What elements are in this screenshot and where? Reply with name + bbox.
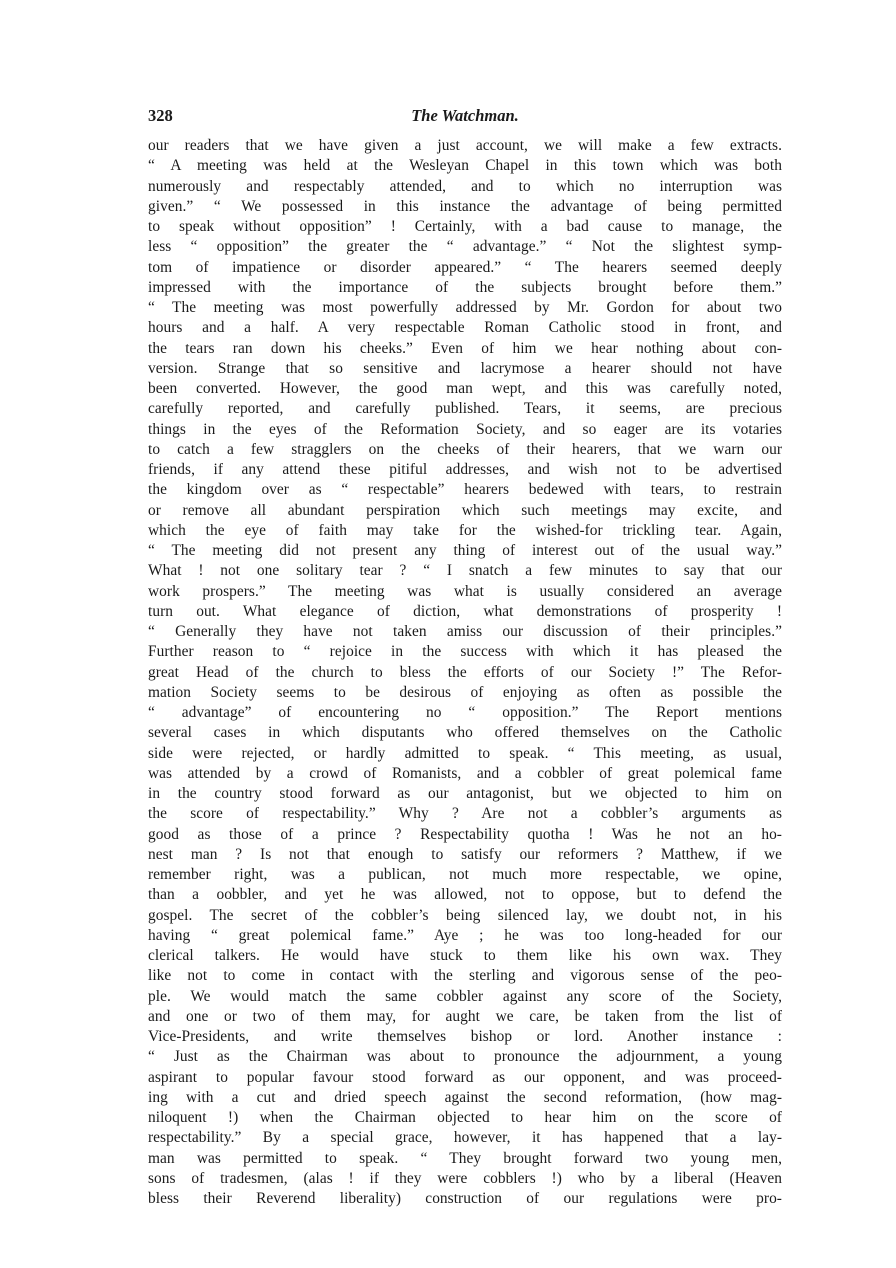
text-line: gospel. The secret of the cobbler’s being silenced lay, we doubt not, in his <box>148 906 782 924</box>
text-line: “ Generally they have not taken amiss our discussion of their principles.” <box>148 623 782 640</box>
running-title: The Watchman. <box>411 106 519 125</box>
text-line: side were rejected, or hardly admitted to speak. “ This meeting, as usual, <box>148 744 782 762</box>
text-line: version. Strange that so sensitive and lacrymose a hearer should not have <box>148 359 782 377</box>
text-line: our readers that we have given a just account, we will make a few extracts. <box>148 137 782 154</box>
text-line: remember right, was a publican, not much more respectable, we opine, <box>148 866 782 883</box>
text-line: What ! not one solitary tear ? “ I snatch a few minutes to say that our <box>148 562 782 580</box>
text-line: “ Just as the Chairman was about to pronounce the adjournment, a young <box>148 1048 782 1066</box>
text-line: friends, if any attend these pitiful addresses, and wish not to be advertised <box>148 461 782 478</box>
text-line: having “ great polemical fame.” Aye ; he was too long-headed for our <box>148 926 782 944</box>
body-text <box>148 136 782 1209</box>
page-number: 328 <box>148 106 173 125</box>
text-line: respectability.” By a special grace, however, it has happened that a lay- <box>148 1129 782 1147</box>
text-line: Further reason to “ rejoice in the success with which it has pleased the <box>148 643 782 661</box>
text-line: man was permitted to speak. “ They brought forward two young men, <box>148 1149 782 1167</box>
text-line: tom of impatience or disorder appeared.” “ The hearers seemed deeply <box>148 258 782 276</box>
text-line: and one or two of them may, for aught we care, be taken from the list of <box>148 1007 782 1025</box>
text-line: the tears ran down his cheeks.” Even of him we hear nothing about con- <box>148 339 782 357</box>
text-line: which the eye of faith may take for the wished-for trickling tear. Again, <box>148 521 782 539</box>
text-line: “ The meeting was most powerfully addressed by Mr. Gordon for about two <box>148 299 782 316</box>
text-line: great Head of the church to bless the efforts of our Society !” The Refor- <box>148 663 782 681</box>
text-line: good as those of a prince ? Respectability quotha ! Was he not an ho- <box>148 825 782 843</box>
text-line: bless their Reverend liberality) construction of our regulations were pro- <box>148 1190 782 1207</box>
text-line: been converted. However, the good man wept, and this was carefully noted, <box>148 380 782 397</box>
text-line: less “ opposition” the greater the “ advantage.” “ Not the slightest symp- <box>148 238 782 256</box>
text-line: “ A meeting was held at the Wesleyan Chapel in this town which was both <box>148 157 782 175</box>
text-line: to speak without opposition” ! Certainly, with a bad cause to manage, the <box>148 218 782 235</box>
text-line: Vice-Presidents, and write themselves bishop or lord. Another instance : <box>148 1028 782 1045</box>
text-line: work prospers.” The meeting was what is usually considered an average <box>148 582 782 600</box>
text-line: given.” “ We possessed in this instance the advantage of being permitted <box>148 197 782 215</box>
text-line: than a oobbler, and yet he was allowed, not to oppose, but to defend the <box>148 886 782 904</box>
text-line: aspirant to popular favour stood forward as our opponent, and was proceed- <box>148 1068 782 1086</box>
text-line: to catch a few stragglers on the cheeks of their hearers, that we warn our <box>148 440 782 458</box>
text-line: niloquent !) when the Chairman objected to hear him on the score of <box>148 1109 782 1126</box>
text-line: ing with a cut and dried speech against the second reformation, (how mag- <box>148 1088 782 1106</box>
text-line: numerously and respectably attended, and to which no interruption was <box>148 177 782 195</box>
text-line: carefully reported, and carefully published. Tears, it seems, are precious <box>148 400 782 418</box>
text-line: impressed with the importance of the subjects brought before them.” <box>148 278 782 296</box>
text-line: nest man ? Is not that enough to satisfy our reformers ? Matthew, if we <box>148 845 782 863</box>
text-line: ple. We would match the same cobbler against any score of the Society, <box>148 987 782 1005</box>
text-line: turn out. What elegance of diction, what demonstrations of prosperity ! <box>148 602 782 620</box>
text-line: the score of respectability.” Why ? Are not a cobbler’s arguments as <box>148 805 782 823</box>
text-line: in the country stood forward as our antagonist, but we objected to him on <box>148 785 782 802</box>
text-line: like not to come in contact with the sterling and vigorous sense of the peo- <box>148 967 782 985</box>
text-line: things in the eyes of the Reformation Society, and so eager are its votaries <box>148 420 782 438</box>
text-line: hours and a half. A very respectable Roman Catholic stood in front, and <box>148 319 782 337</box>
document-page <box>148 106 782 1209</box>
text-line: sons of tradesmen, (alas ! if they were cobblers !) who by a liberal (Heaven <box>148 1169 782 1187</box>
text-line: “ advantage” of encountering no “ opposition.” The Report mentions <box>148 704 782 721</box>
text-line: several cases in which disputants who offered themselves on the Catholic <box>148 724 782 742</box>
text-line: “ The meeting did not present any thing of interest out of the usual way.” <box>148 542 782 559</box>
page-header <box>148 106 782 130</box>
text-line: clerical talkers. He would have stuck to them like his own wax. They <box>148 947 782 964</box>
text-line: was attended by a crowd of Romanists, and a cobbler of great polemical fame <box>148 764 782 782</box>
text-line: or remove all abundant perspiration which such meetings may excite, and <box>148 501 782 519</box>
text-line: mation Society seems to be desirous of enjoying as often as possible the <box>148 683 782 701</box>
text-line: the kingdom over as “ respectable” hearers bedewed with tears, to restrain <box>148 481 782 499</box>
